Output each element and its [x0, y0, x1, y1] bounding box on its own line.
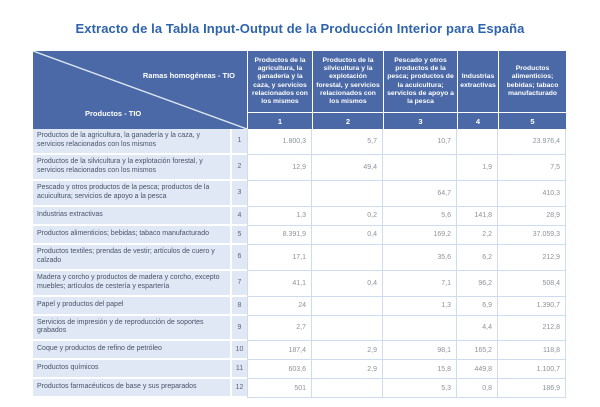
value-cell-r5-c5: 37.059,3 — [498, 226, 566, 245]
corner-header-cell — [33, 51, 247, 129]
value-cell-r12-c3: 5,3 — [383, 379, 457, 398]
row-number-2: 2 — [230, 155, 247, 181]
value-cell-r8-c5: 1.390,7 — [498, 297, 566, 316]
row-label-11: Productos químicos — [33, 360, 230, 379]
value-cell-r4-c1: 1,3 — [247, 207, 312, 226]
value-cell-r11-c1: 603,6 — [247, 360, 312, 379]
value-cell-r3-c2 — [312, 181, 383, 207]
value-cell-r2-c2: 49,4 — [312, 155, 383, 181]
value-cell-r5-c2: 0,4 — [312, 226, 383, 245]
value-cell-r3-c3: 64,7 — [383, 181, 457, 207]
value-cell-r1-c5: 23.976,4 — [498, 129, 566, 155]
value-cell-r9-c5: 212,8 — [498, 316, 566, 342]
value-cell-r5-c4: 2,2 — [457, 226, 498, 245]
column-header-3: Pescado y otros productos de la pesca; productos de la acuicultura; servicios de apoyo a la pesca — [383, 51, 457, 112]
row-axis-label: Productos - TIO — [85, 109, 142, 118]
row-label-5: Productos alimenticios; bebidas; tabaco manufacturado — [33, 226, 230, 245]
column-number-3: 3 — [383, 112, 457, 129]
row-label-9: Servicios de impresión y de reproducción de soportes grabados — [33, 316, 230, 342]
row-label-2: Productos de la silvicultura y la explotación forestal, y servicios relacionados con los mismos — [33, 155, 230, 181]
row-number-5: 5 — [230, 226, 247, 245]
row-number-4: 4 — [230, 207, 247, 226]
column-number-1: 1 — [247, 112, 312, 129]
value-cell-r2-c1: 12,9 — [247, 155, 312, 181]
value-cell-r4-c4: 141,8 — [457, 207, 498, 226]
value-cell-r10-c1: 187,4 — [247, 341, 312, 360]
value-cell-r11-c5: 1.100,7 — [498, 360, 566, 379]
value-cell-r1-c1: 1.800,3 — [247, 129, 312, 155]
value-cell-r1-c2: 5,7 — [312, 129, 383, 155]
value-cell-r4-c5: 28,9 — [498, 207, 566, 226]
column-number-2: 2 — [312, 112, 383, 129]
row-label-8: Papel y productos del papel — [33, 297, 230, 316]
value-cell-r4-c3: 5,6 — [383, 207, 457, 226]
row-number-8: 8 — [230, 297, 247, 316]
value-cell-r8-c4: 6,9 — [457, 297, 498, 316]
value-cell-r7-c4: 96,2 — [457, 271, 498, 297]
value-cell-r12-c2 — [312, 379, 383, 398]
value-cell-r7-c3: 7,1 — [383, 271, 457, 297]
value-cell-r12-c4: 0,8 — [457, 379, 498, 398]
value-cell-r11-c2: 2,9 — [312, 360, 383, 379]
value-cell-r9-c1: 2,7 — [247, 316, 312, 342]
value-cell-r5-c3: 169,2 — [383, 226, 457, 245]
value-cell-r12-c1: 501 — [247, 379, 312, 398]
row-number-10: 10 — [230, 341, 247, 360]
value-cell-r10-c2: 2,9 — [312, 341, 383, 360]
row-number-6: 6 — [230, 245, 247, 271]
value-cell-r6-c5: 212,9 — [498, 245, 566, 271]
column-header-4: Industrias extractivas — [457, 51, 498, 112]
row-label-6: Productos textiles; prendas de vestir; artículos de cuero y calzado — [33, 245, 230, 271]
column-header-1: Productos de la agricultura, la ganadería y la caza, y servicios relacionados con los mismos — [247, 51, 312, 112]
value-cell-r3-c4 — [457, 181, 498, 207]
value-cell-r1-c3: 10,7 — [383, 129, 457, 155]
value-cell-r11-c3: 15,8 — [383, 360, 457, 379]
row-label-3: Pescado y otros productos de la pesca; productos de la acuicultura; servicios de apoyo a la pesca — [33, 181, 230, 207]
value-cell-r1-c4 — [457, 129, 498, 155]
value-cell-r12-c5: 186,9 — [498, 379, 566, 398]
value-cell-r6-c3: 35,6 — [383, 245, 457, 271]
row-number-1: 1 — [230, 129, 247, 155]
column-header-2: Productos de la silvicultura y la explotación forestal, y servicios relacionados con los mismos — [312, 51, 383, 112]
value-cell-r6-c1: 17,1 — [247, 245, 312, 271]
value-cell-r11-c4: 449,8 — [457, 360, 498, 379]
column-axis-label: Ramas homogéneas - TIO — [142, 71, 235, 80]
value-cell-r5-c1: 8.391,9 — [247, 226, 312, 245]
row-number-3: 3 — [230, 181, 247, 207]
value-cell-r8-c2 — [312, 297, 383, 316]
row-label-4: Industrias extractivas — [33, 207, 230, 226]
value-cell-r4-c2: 0,2 — [312, 207, 383, 226]
value-cell-r10-c3: 98,1 — [383, 341, 457, 360]
value-cell-r7-c2: 0,4 — [312, 271, 383, 297]
row-label-10: Coque y productos de refino de petróleo — [33, 341, 230, 360]
value-cell-r2-c3 — [383, 155, 457, 181]
value-cell-r8-c3: 1,3 — [383, 297, 457, 316]
value-cell-r9-c4: 4,4 — [457, 316, 498, 342]
row-number-7: 7 — [230, 271, 247, 297]
value-cell-r8-c1: 24 — [247, 297, 312, 316]
value-cell-r3-c1 — [247, 181, 312, 207]
value-cell-r10-c4: 165,2 — [457, 341, 498, 360]
column-number-4: 4 — [457, 112, 498, 129]
column-header-5: Productos alimenticios; bebidas; tabaco manufacturado — [498, 51, 566, 112]
row-label-7: Madera y corcho y productos de madera y corcho, excepto muebles; artículos de cestería y espartería — [33, 271, 230, 297]
row-number-9: 9 — [230, 316, 247, 342]
input-output-table — [33, 51, 566, 398]
row-label-12: Productos farmacéuticos de base y sus preparados — [33, 379, 230, 398]
value-cell-r6-c4: 6,2 — [457, 245, 498, 271]
row-label-1: Productos de la agricultura, la ganadería y la caza, y servicios relacionados con los mismos — [33, 129, 230, 155]
value-cell-r9-c3 — [383, 316, 457, 342]
value-cell-r6-c2 — [312, 245, 383, 271]
value-cell-r2-c5: 7,5 — [498, 155, 566, 181]
page-title: Extracto de la Tabla Input-Output de la Producción Interior para España — [75, 21, 525, 36]
page — [0, 21, 600, 398]
column-number-5: 5 — [498, 112, 566, 129]
value-cell-r7-c5: 508,4 — [498, 271, 566, 297]
value-cell-r9-c2 — [312, 316, 383, 342]
row-number-12: 12 — [230, 379, 247, 398]
value-cell-r3-c5: 410,3 — [498, 181, 566, 207]
value-cell-r7-c1: 41,1 — [247, 271, 312, 297]
value-cell-r10-c5: 118,8 — [498, 341, 566, 360]
value-cell-r2-c4: 1,9 — [457, 155, 498, 181]
row-number-11: 11 — [230, 360, 247, 379]
